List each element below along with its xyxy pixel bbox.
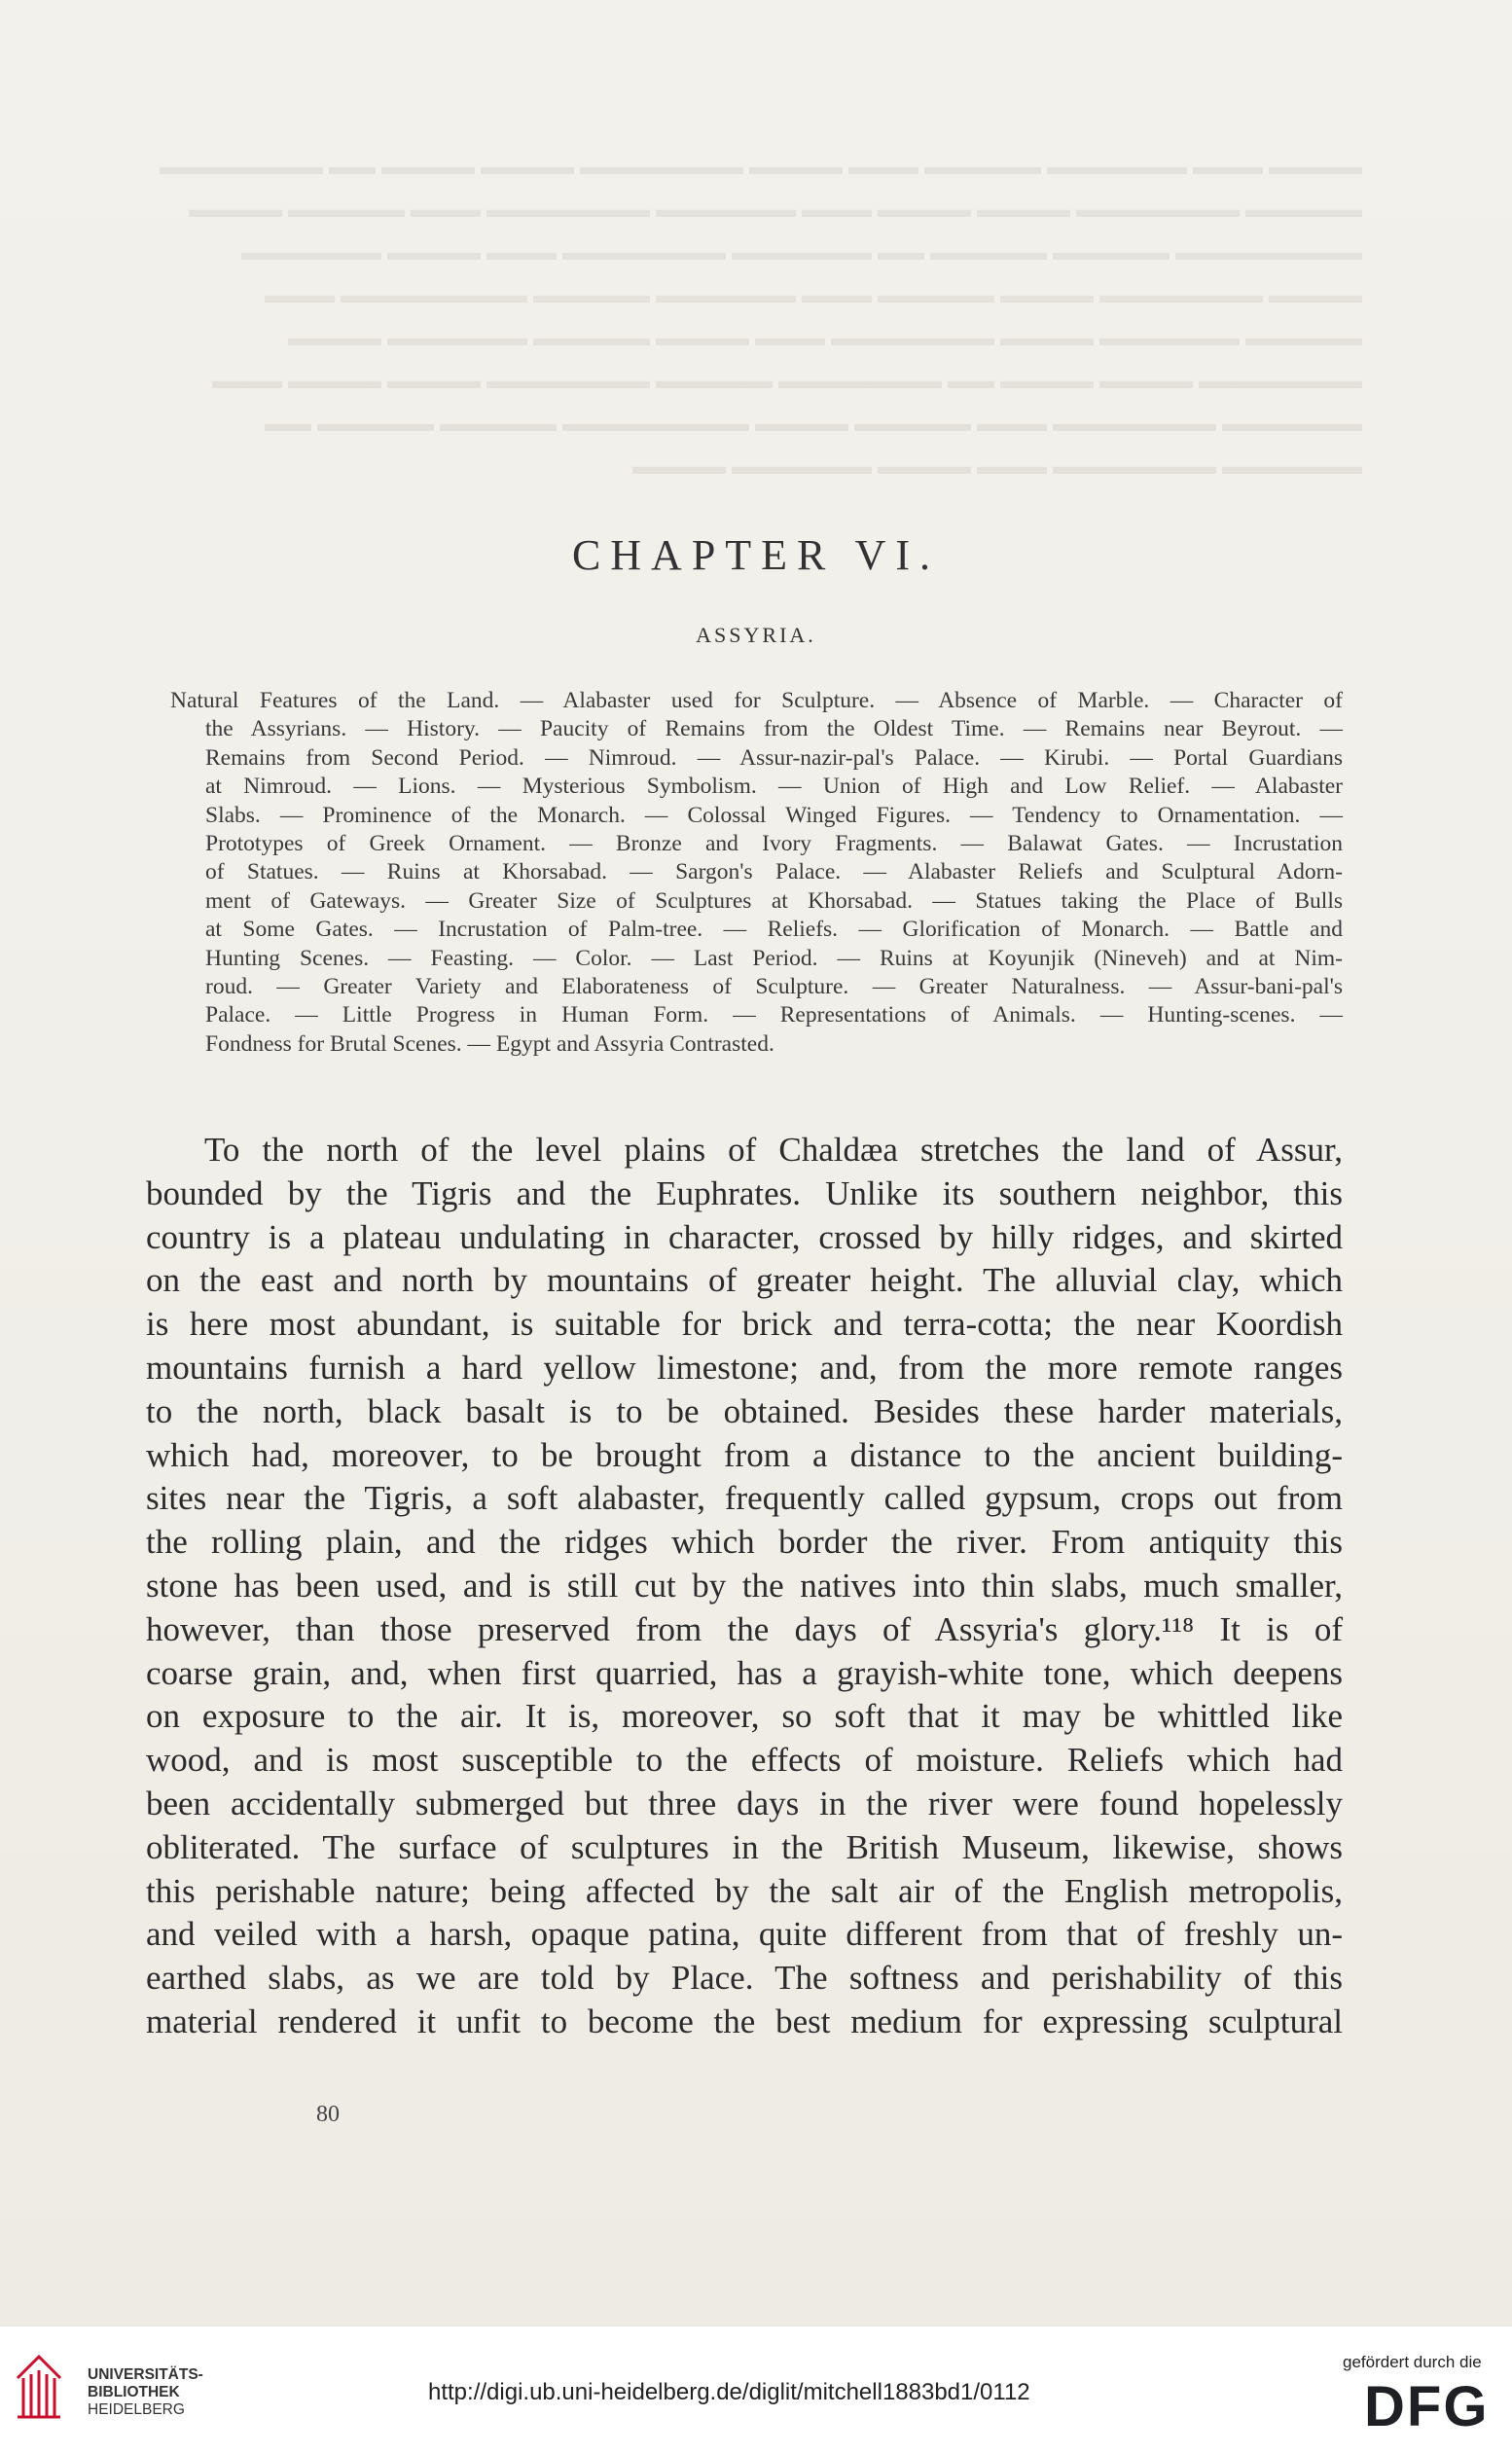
institution-line: UNIVERSITÄTS- — [88, 2366, 203, 2383]
institution-line: BIBLIOTHEK — [88, 2384, 180, 2400]
body-line: on exposure to the air. It is, moreover, so soft that it may be whittled like — [146, 1697, 1343, 1736]
body-line: and veiled with a harsh, opaque patina, quite different from that of freshly un- — [146, 1915, 1343, 1954]
body-line: mountains furnish a hard yellow limestone; and, from the more remote ranges — [146, 1348, 1343, 1387]
synopsis-line: ment of Gateways. — Greater Size of Sculptures at Khorsabad. — Statues taking the Place of Bulls — [205, 887, 1343, 914]
synopsis-line: roud. — Greater Variety and Elaborateness of Sculpture. — Greater Naturalness. — Assur-bani-pal's — [205, 973, 1343, 999]
body-line: To the north of the level plains of Chaldæa stretches the land of Assur, — [204, 1131, 1343, 1169]
university-library-logo-icon — [14, 2349, 64, 2423]
synopsis-line: Natural Features of the Land. — Alabaster used for Sculpture. — Absence of Marble. — Character of — [170, 688, 1343, 713]
body-line: wood, and is most susceptible to the effects of moisture. Reliefs which had — [146, 1741, 1343, 1780]
institution-line: HEIDELBERG — [88, 2401, 185, 2418]
body-line: however, than those preserved from the days of Assyria's glory.¹¹⁸ It is of — [146, 1609, 1343, 1648]
synopsis-line: Fondness for Brutal Scenes. — Egypt and Assyria Contrasted. — [205, 1030, 774, 1057]
institution-name — [88, 2366, 203, 2419]
body-line: to the north, black basalt is to be obtained. Besides these harder materials, — [146, 1391, 1343, 1430]
body-paragraph — [146, 1129, 1343, 2044]
body-line: obliterated. The surface of sculptures in the British Museum, likewise, shows — [146, 1827, 1343, 1866]
body-line: which had, moreover, to be brought from a distance to the ancient building- — [146, 1435, 1343, 1474]
synopsis-line: at Some Gates. — Incrustation of Palm-tree. — Reliefs. — Glorification of Monarch. — Battle and — [205, 917, 1343, 943]
body-line: on the east and north by mountains of greater height. The alluvial clay, which — [146, 1261, 1343, 1300]
synopsis-line: Prototypes of Greek Ornament. — Bronze and Ivory Fragments. — Balawat Gates. — Incrustation — [205, 830, 1343, 856]
body-line: been accidentally submerged but three days in the river were found hopelessly — [146, 1784, 1343, 1822]
show-through-text: ▬▬▬▬ ▬▬▬ ▬▬▬▬▬▬ ▬▬▬▬▬ ▬▬▬ ▬▬▬▬ ▬▬▬▬▬▬▬ ▬▬▬▬ ▬▬▬▬ ▬▬ ▬▬▬▬▬▬▬ ▬▬▬▬▬ ▬▬▬▬▬▬▬ ▬▬▬▬ ▬▬▬▬ ▬▬▬ ▬▬▬▬▬▬ ▬▬▬▬▬▬▬ ▬▬▬ ▬▬▬▬▬ ▬▬▬▬ ▬▬▬▬▬▬▬▬ ▬▬▬▬▬ ▬▬▬▬▬ ▬▬ ▬▬▬▬▬▬ ▬▬▬▬▬▬▬ ▬▬▬ ▬▬▬▬ ▬▬▬▬▬▬ ▬▬▬▬ ▬▬▬▬▬▬▬ ▬▬▬▬ ▬▬▬▬▬ ▬▬▬ ▬▬▬▬▬▬ ▬▬▬▬▬ ▬▬▬▬▬▬▬▬ ▬▬▬ ▬▬▬▬▬ ▬▬▬▬▬▬ ▬▬▬▬ ▬▬▬▬▬▬▬ ▬▬▬ ▬▬▬▬ ▬▬▬▬▬ ▬▬▬▬▬▬ ▬▬▬▬ ▬▬▬▬▬▬▬ ▬▬▬▬ ▬▬▬▬ ▬▬ ▬▬▬▬▬▬▬ ▬▬▬▬▬ ▬▬▬▬▬▬▬ ▬▬▬▬ ▬▬▬▬ ▬▬▬ ▬▬▬▬▬▬ ▬▬▬▬▬▬▬ ▬▬▬ ▬▬▬▬▬ ▬▬▬▬ ▬▬▬▬▬▬▬▬ ▬▬▬▬▬ ▬▬▬▬▬ ▬▬ ▬▬▬▬▬▬ ▬▬▬▬▬▬▬ ▬▬▬ ▬▬▬▬ ▬▬▬▬▬▬ ▬▬▬▬ — [160, 155, 1362, 480]
permalink-url[interactable]: http://digi.ub.uni-heidelberg.de/diglit/mitchell1883bd1/0112 — [428, 2379, 1030, 2405]
synopsis-line: Remains from Second Period. — Nimroud. — Assur-nazir-pal's Palace. — Kirubi. — Portal Guardians — [205, 744, 1343, 771]
synopsis-line: the Assyrians. — History. — Paucity of Remains from the Oldest Time. — Remains near Beyrout. — — [205, 716, 1343, 742]
body-line: stone has been used, and is still cut by the natives into thin slabs, much smaller, — [146, 1566, 1343, 1605]
body-line: material rendered it unfit to become the best medium for expressing sculptural — [146, 2002, 1343, 2040]
body-line: the rolling plain, and the ridges which border the river. From antiquity this — [146, 1523, 1343, 1562]
synopsis-line: Slabs. — Prominence of the Monarch. — Colossal Winged Figures. — Tendency to Ornamentation. — — [205, 802, 1343, 828]
chapter-synopsis — [170, 687, 1343, 1059]
body-line: coarse grain, and, when first quarried, has a grayish-white tone, which deepens — [146, 1653, 1343, 1692]
page-number: 80 — [316, 2102, 340, 2127]
body-line: is here most abundant, is suitable for brick and terra-cotta; the near Koordish — [146, 1305, 1343, 1344]
body-line: bounded by the Tigris and the Euphrates. Unlike its southern neighbor, this — [146, 1173, 1343, 1212]
synopsis-line: Palace. — Little Progress in Human Form. — Representations of Animals. — Hunting-scenes. — — [205, 1002, 1343, 1028]
body-line: sites near the Tigris, a soft alabaster, frequently called gypsum, crops out from — [146, 1479, 1343, 1518]
synopsis-line: of Statues. — Ruins at Khorsabad. — Sargon's Palace. — Alabaster Reliefs and Sculptural Adorn- — [205, 859, 1343, 885]
chapter-title: CHAPTER VI. — [571, 531, 941, 579]
synopsis-line: Hunting Scenes. — Feasting. — Color. — Last Period. — Ruins at Koyunjik (Nineveh) and at Nim- — [205, 945, 1343, 971]
dfg-logo: DFG — [1364, 2375, 1490, 2438]
body-line: earthed slabs, as we are told by Place. The softness and perishability of this — [146, 1959, 1343, 1998]
section-title: ASSYRIA. — [696, 623, 816, 647]
synopsis-line: at Nimroud. — Lions. — Mysterious Symbolism. — Union of High and Low Relief. — Alabaster — [205, 774, 1343, 800]
body-line: country is a plateau undulating in character, crossed by hilly ridges, and skirted — [146, 1217, 1343, 1256]
body-line: this perishable nature; being affected by the salt air of the English metropolis, — [146, 1871, 1343, 1910]
funding-label: gefördert durch die — [1343, 2353, 1482, 2371]
